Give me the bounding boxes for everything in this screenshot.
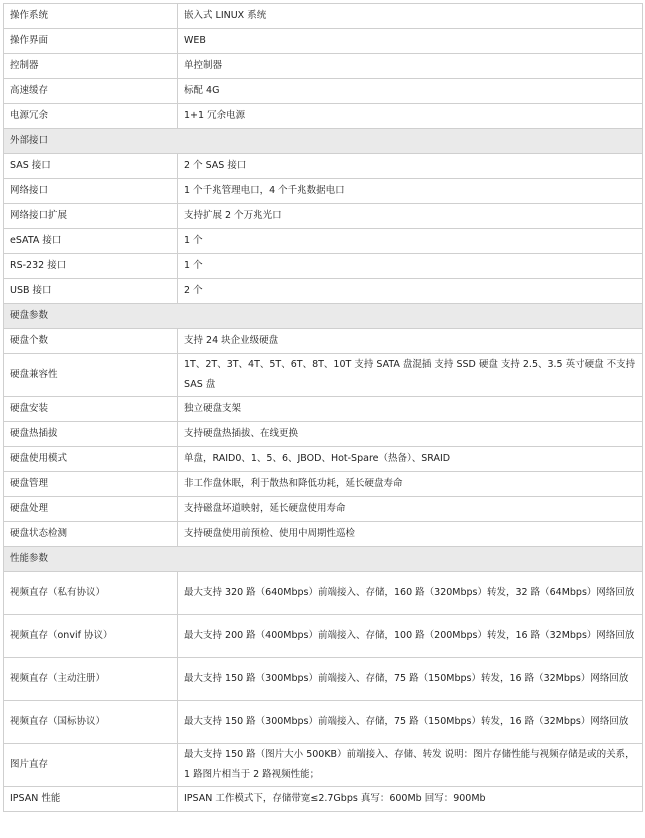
spec-key: 控制器 bbox=[4, 54, 178, 79]
table-row bbox=[4, 422, 643, 447]
spec-key: 操作系统 bbox=[4, 4, 178, 29]
table-row bbox=[4, 104, 643, 129]
spec-value: 独立硬盘支架 bbox=[178, 397, 643, 422]
spec-value: 支持硬盘热插拔、在线更换 bbox=[178, 422, 643, 447]
spec-key: 视频直存（onvif 协议） bbox=[4, 615, 178, 658]
spec-key: 网络接口 bbox=[4, 179, 178, 204]
table-row bbox=[4, 472, 643, 497]
spec-value: 支持扩展 2 个万兆光口 bbox=[178, 204, 643, 229]
table-row bbox=[4, 522, 643, 547]
table-row bbox=[4, 154, 643, 179]
spec-key: 硬盘管理 bbox=[4, 472, 178, 497]
spec-value: 单控制器 bbox=[178, 54, 643, 79]
table-row bbox=[4, 4, 643, 29]
spec-value: WEB bbox=[178, 29, 643, 54]
spec-key: 电源冗余 bbox=[4, 104, 178, 129]
spec-key: USB 接口 bbox=[4, 279, 178, 304]
spec-value: 最大支持 320 路（640Mbps）前端接入、存储，160 路（320Mbps）转发，32 路（64Mbps）网络回放 bbox=[178, 572, 643, 615]
spec-value: 支持 24 块企业级硬盘 bbox=[178, 329, 643, 354]
spec-key: 操作界面 bbox=[4, 29, 178, 54]
spec-key: 硬盘安装 bbox=[4, 397, 178, 422]
spec-key: 硬盘使用模式 bbox=[4, 447, 178, 472]
spec-value: 1T、2T、3T、4T、5T、6T、8T、10T 支持 SATA 盘混插 支持 SSD 硬盘 支持 2.5、3.5 英寸硬盘 不支持 SAS 盘 bbox=[178, 354, 643, 397]
table-row bbox=[4, 279, 643, 304]
spec-key: 硬盘个数 bbox=[4, 329, 178, 354]
spec-value: 1 个千兆管理电口，4 个千兆数据电口 bbox=[178, 179, 643, 204]
spec-key: 图片直存 bbox=[4, 744, 178, 787]
section-header-row bbox=[4, 304, 643, 329]
table-row bbox=[4, 397, 643, 422]
spec-key: 硬盘处理 bbox=[4, 497, 178, 522]
spec-value: 非工作盘休眠，利于散热和降低功耗，延长硬盘寿命 bbox=[178, 472, 643, 497]
spec-value: 标配 4G bbox=[178, 79, 643, 104]
section-header-row bbox=[4, 547, 643, 572]
spec-key: 网络接口扩展 bbox=[4, 204, 178, 229]
spec-value: 最大支持 150 路（300Mbps）前端接入、存储，75 路（150Mbps）转发，16 路（32Mbps）网络回放 bbox=[178, 701, 643, 744]
spec-value: IPSAN 工作模式下，存储带宽≤2.7Gbps 真写：600Mb 回写：900Mb bbox=[178, 787, 643, 812]
table-row bbox=[4, 701, 643, 744]
table-row bbox=[4, 572, 643, 615]
spec-key: 视频直存（私有协议） bbox=[4, 572, 178, 615]
section-title: 硬盘参数 bbox=[4, 304, 643, 329]
spec-value: 嵌入式 LINUX 系统 bbox=[178, 4, 643, 29]
table-row bbox=[4, 54, 643, 79]
spec-value: 单盘，RAID0、1、5、6、JBOD、Hot-Spare（热备）、SRAID bbox=[178, 447, 643, 472]
table-row bbox=[4, 615, 643, 658]
spec-key: 硬盘热插拔 bbox=[4, 422, 178, 447]
spec-key: 视频直存（国标协议） bbox=[4, 701, 178, 744]
spec-value: 支持磁盘坏道映射，延长硬盘使用寿命 bbox=[178, 497, 643, 522]
spec-key: eSATA 接口 bbox=[4, 229, 178, 254]
table-row bbox=[4, 329, 643, 354]
spec-value: 1 个 bbox=[178, 254, 643, 279]
spec-table-body bbox=[4, 4, 643, 812]
table-row bbox=[4, 179, 643, 204]
spec-value: 支持硬盘使用前预检、使用中周期性巡检 bbox=[178, 522, 643, 547]
table-row bbox=[4, 787, 643, 812]
table-row bbox=[4, 79, 643, 104]
spec-value: 2 个 bbox=[178, 279, 643, 304]
spec-key: RS-232 接口 bbox=[4, 254, 178, 279]
table-row bbox=[4, 658, 643, 701]
section-header-row bbox=[4, 129, 643, 154]
table-row bbox=[4, 204, 643, 229]
spec-value: 1 个 bbox=[178, 229, 643, 254]
spec-table bbox=[3, 3, 643, 812]
table-row bbox=[4, 229, 643, 254]
spec-value: 最大支持 200 路（400Mbps）前端接入、存储，100 路（200Mbps）转发，16 路（32Mbps）网络回放 bbox=[178, 615, 643, 658]
spec-key: 硬盘兼容性 bbox=[4, 354, 178, 397]
spec-value: 最大支持 150 路（300Mbps）前端接入、存储，75 路（150Mbps）转发，16 路（32Mbps）网络回放 bbox=[178, 658, 643, 701]
table-row bbox=[4, 744, 643, 787]
spec-key: 高速缓存 bbox=[4, 79, 178, 104]
table-row bbox=[4, 254, 643, 279]
table-row bbox=[4, 447, 643, 472]
spec-key: 视频直存（主动注册） bbox=[4, 658, 178, 701]
section-title: 外部接口 bbox=[4, 129, 643, 154]
table-row bbox=[4, 354, 643, 397]
spec-value: 2 个 SAS 接口 bbox=[178, 154, 643, 179]
spec-key: IPSAN 性能 bbox=[4, 787, 178, 812]
spec-key: SAS 接口 bbox=[4, 154, 178, 179]
table-row bbox=[4, 29, 643, 54]
table-row bbox=[4, 497, 643, 522]
section-title: 性能参数 bbox=[4, 547, 643, 572]
spec-key: 硬盘状态检测 bbox=[4, 522, 178, 547]
spec-value: 1+1 冗余电源 bbox=[178, 104, 643, 129]
spec-value: 最大支持 150 路（图片大小 500KB）前端接入、存储、转发 说明：图片存储性能与视频存储是或的关系，1 路图片相当于 2 路视频性能； bbox=[178, 744, 643, 787]
